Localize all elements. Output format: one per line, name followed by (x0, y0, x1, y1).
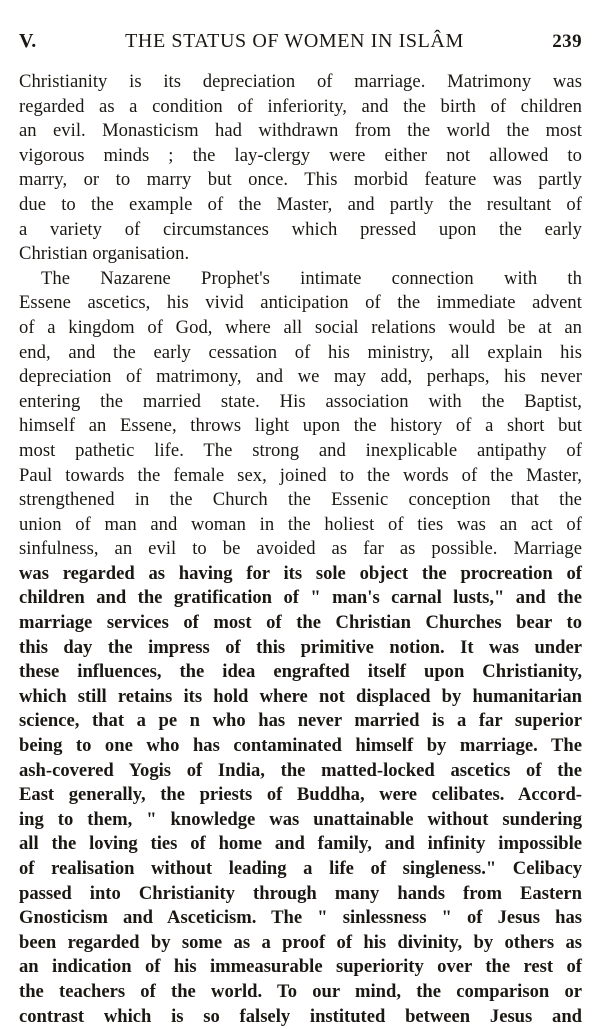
text-line: vigorous minds ; the lay-clergy were either not allowed to (19, 144, 582, 166)
text-line: was regarded as having for its sole object the procreation of (19, 562, 582, 584)
text-line: Essene ascetics, his vivid anticipation of the immediate advent (19, 292, 582, 314)
text-line: an evil. Monasticism had withdrawn from the world the most (19, 120, 582, 142)
text-line: most pathetic life. The strong and inexplicable antipathy of (19, 439, 582, 461)
text-line: these influences, the idea engrafted itself upon Christianity, (19, 661, 582, 683)
text-line: Christianity is its depreciation of marriage. Matrimony was (19, 71, 582, 92)
text-line: ing to them, " knowledge was unattainable without sundering (19, 808, 582, 830)
text-line: himself an Essene, throws light upon the history of a short but (19, 415, 582, 437)
text-line: passed into Christianity through many hands from Eastern (19, 882, 582, 904)
text-line: a variety of circumstances which pressed upon the early (19, 218, 582, 240)
running-title: THE STATUS OF WOMEN IN ISLÂM (125, 30, 464, 52)
text-line: Christian organisation. (19, 243, 190, 265)
text-line: all the loving ties of home and family, and infinity impossible (19, 833, 582, 855)
text-line: which still retains its hold where not displaced by humanitarian (19, 685, 582, 707)
text-line: union of man and woman in the holiest of ties was an act of (19, 513, 582, 535)
text-line: sinfulness, an evil to be avoided as far as possible. Marriage (19, 538, 582, 560)
text-line: the teachers of the world. To our mind, the comparison or (19, 980, 582, 1002)
text-line: due to the example of the Master, and partly the resultant of (19, 193, 582, 215)
text-line: Paul towards the female sex, joined to the words of the Master, (19, 464, 582, 486)
text-line: children and the gratification of " man's carnal lusts," and the (19, 587, 582, 609)
text-line: an indication of his immeasurable superiority over the rest of (19, 956, 582, 978)
text-line: this day the impress of this primitive notion. It was under (19, 636, 582, 658)
text-line: of realisation without leading a life of singleness." Celibacy (19, 858, 582, 879)
running-head (19, 30, 582, 62)
text-line: of a kingdom of God, where all social relations would be at an (19, 316, 582, 338)
text-line: marriage services of most of the Christian Churches bear to (19, 612, 582, 634)
text-line: science, that a pe n who has never married is a far superior (19, 710, 582, 732)
body-text (19, 70, 582, 1029)
paragraph-start-line: The Nazarene Prophet's intimate connection with th (41, 267, 582, 289)
text-line: end, and the early cessation of his ministry, all explain his (19, 341, 582, 363)
text-line: been regarded by some as a proof of his divinity, by others as (19, 931, 582, 953)
text-line: East generally, the priests of Buddha, were celibates. Accord- (19, 784, 582, 806)
text-line: contrast which is so falsely instituted between Jesus and (19, 1005, 582, 1027)
text-line: marry, or to marry but once. This morbid feature was partly (19, 169, 582, 191)
text-line: regarded as a condition of inferiority, and the birth of children (19, 95, 582, 117)
text-line: depreciation of matrimony, and we may add, perhaps, his never (19, 366, 582, 388)
text-line: strengthened in the Church the Essenic conception that the (19, 489, 582, 511)
text-line: ash-covered Yogis of India, the matted-locked ascetics of the (19, 759, 582, 781)
text-line: entering the married state. His association with the Baptist, (19, 390, 582, 412)
text-line: being to one who has contaminated himself by marriage. The (19, 735, 582, 757)
page-number: 239 (552, 31, 582, 52)
chapter-number: V. (19, 30, 37, 52)
text-line: Gnosticism and Asceticism. The " sinlessness " of Jesus has (19, 907, 582, 929)
